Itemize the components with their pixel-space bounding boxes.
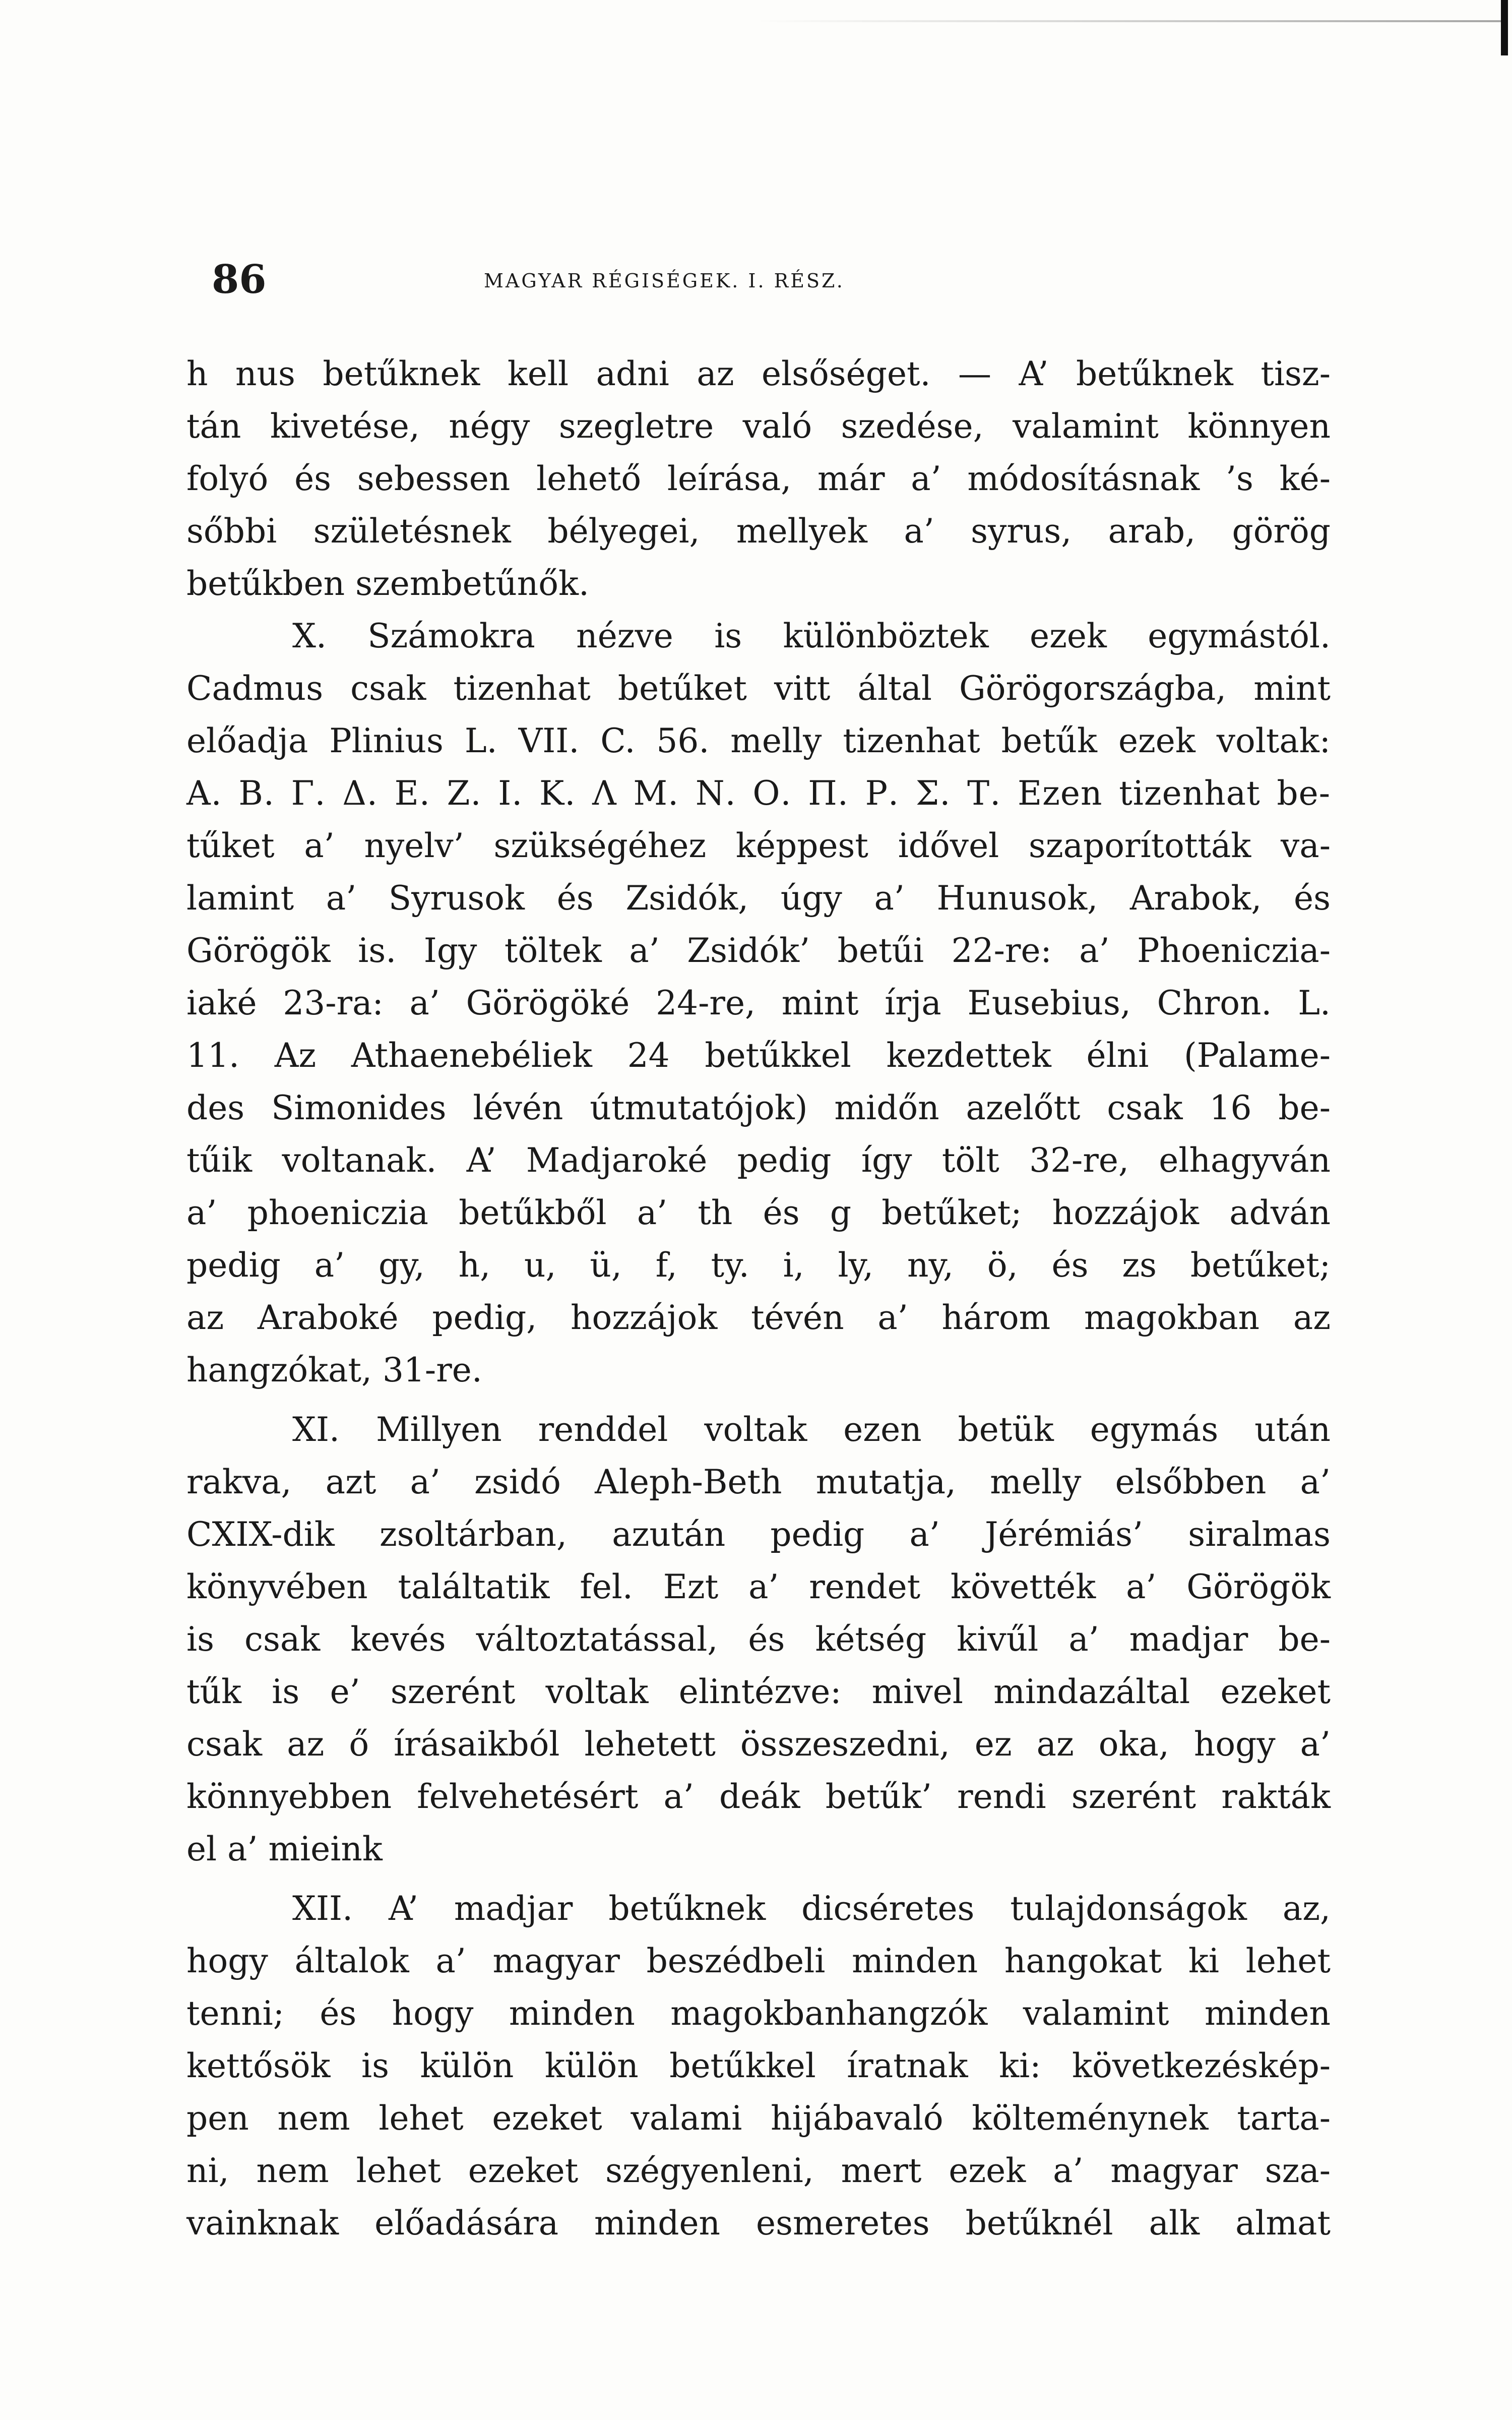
text-line: sőbbi születésnek bélyegei, mellyek a’ syrus, arab, görög (186, 512, 1331, 551)
text-line: is csak kevés változtatással, és kétség kivűl a’ madjar be- (186, 1620, 1331, 1659)
text-line: des Simonides lévén útmutatójok) midőn azelőtt csak 16 be- (186, 1088, 1331, 1127)
text-line: vainknak előadására minden esmeretes betűknél alk almat (186, 2204, 1331, 2243)
page-number: 86 (212, 257, 267, 302)
text-line: iaké 23-ra: a’ Görögöké 24-re, mint írja Eusebius, Chron. L. (186, 984, 1331, 1022)
paragraph-continuation (186, 348, 1331, 610)
text-line: XII. A’ madjar betűknek dicséretes tulajdonságok az, (292, 1889, 1331, 1928)
paragraph-x (186, 610, 1331, 1397)
text-line: Cadmus csak tizenhat betűket vitt által Görögországba, mint (186, 669, 1331, 708)
paragraph-xii (186, 1883, 1331, 2250)
text-line: Görögök is. Igy töltek a’ Zsidók’ betűi 22-re: a’ Phoeniczia- (186, 931, 1331, 970)
text-line: Α. Β. Γ. Δ. Ε. Ζ. Ι. Κ. Λ Μ. Ν. Ο. Π. Ρ. Σ. Τ. Ezen tizenhat be- (186, 774, 1331, 813)
text-line: XI. Millyen renddel voltak ezen betük egymás után (292, 1410, 1331, 1449)
scan-edge-bar (1501, 0, 1508, 55)
paragraph-xi (186, 1404, 1331, 1876)
text-line: csak az ő írásaikból lehetett összeszedni, ez az oka, hogy a’ (186, 1725, 1331, 1764)
text-line: tán kivetése, négy szegletre való szedése, valamint könnyen (186, 407, 1331, 446)
running-title: MAGYAR RÉGISÉGEK. I. RÉSZ. (484, 270, 845, 292)
text-line: kettősök is külön külön betűkkel íratnak ki: következéskép- (186, 2046, 1331, 2085)
text-line: betűkben szembetűnők. (186, 564, 589, 603)
text-line: az Araboké pedig, hozzájok tévén a’ három magokban az (186, 1298, 1331, 1337)
text-line: pedig a’ gy, h, u, ü, f, ty. i, ly, ny, ö, és zs betűket; (186, 1246, 1331, 1285)
text-line: a’ phoeniczia betűkből a’ th és g betűket; hozzájok adván (186, 1193, 1331, 1232)
text-line: könyvében találtatik fel. Ezt a’ rendet követték a’ Görögök (186, 1567, 1331, 1606)
text-line: lamint a’ Syrusok és Zsidók, úgy a’ Hunusok, Arabok, és (186, 879, 1331, 918)
text-line: X. Számokra nézve is különböztek ezek egymástól. (292, 617, 1331, 655)
text-line: tűket a’ nyelv’ szükségéhez képpest idővel szaporították va- (186, 826, 1331, 865)
scan-edge-rule (756, 20, 1502, 22)
text-line: hangzókat, 31-re. (186, 1351, 482, 1389)
body-text (186, 348, 1331, 2250)
text-line: h nus betűknek kell adni az elsőséget. — A’ betűknek tisz- (186, 354, 1331, 393)
text-line: tűk is e’ szerént voltak elintézve: mivel mindazáltal ezeket (186, 1672, 1331, 1711)
text-line: könnyebben felvehetésért a’ deák betűk’ rendi szerént rakták (186, 1777, 1331, 1816)
text-line: folyó és sebessen lehető leírása, már a’ módosításnak ’s ké- (186, 459, 1331, 498)
page-header (212, 252, 1320, 308)
text-line: tenni; és hogy minden magokbanhangzók valamint minden (186, 1994, 1331, 2033)
text-line: CXIX-dik zsoltárban, azután pedig a’ Jérémiás’ siralmas (186, 1515, 1331, 1554)
text-line: hogy általok a’ magyar beszédbeli minden hangokat ki lehet (186, 1942, 1331, 1980)
text-line: rakva, azt a’ zsidó Aleph-Beth mutatja, melly elsőbben a’ (186, 1463, 1331, 1501)
text-line: előadja Plinius L. VII. C. 56. melly tizenhat betűk ezek voltak: (186, 721, 1331, 760)
text-line: ni, nem lehet ezeket szégyenleni, mert ezek a’ magyar sza- (186, 2151, 1331, 2190)
text-line: 11. Az Athaenebéliek 24 betűkkel kezdettek élni (Palame- (186, 1036, 1331, 1075)
text-line: tűik voltanak. A’ Madjaroké pedig így tölt 32-re, elhagyván (186, 1141, 1331, 1180)
text-line: el a’ mieink (186, 1830, 383, 1868)
text-line: pen nem lehet ezeket valami hijábavaló költeménynek tarta- (186, 2099, 1331, 2138)
